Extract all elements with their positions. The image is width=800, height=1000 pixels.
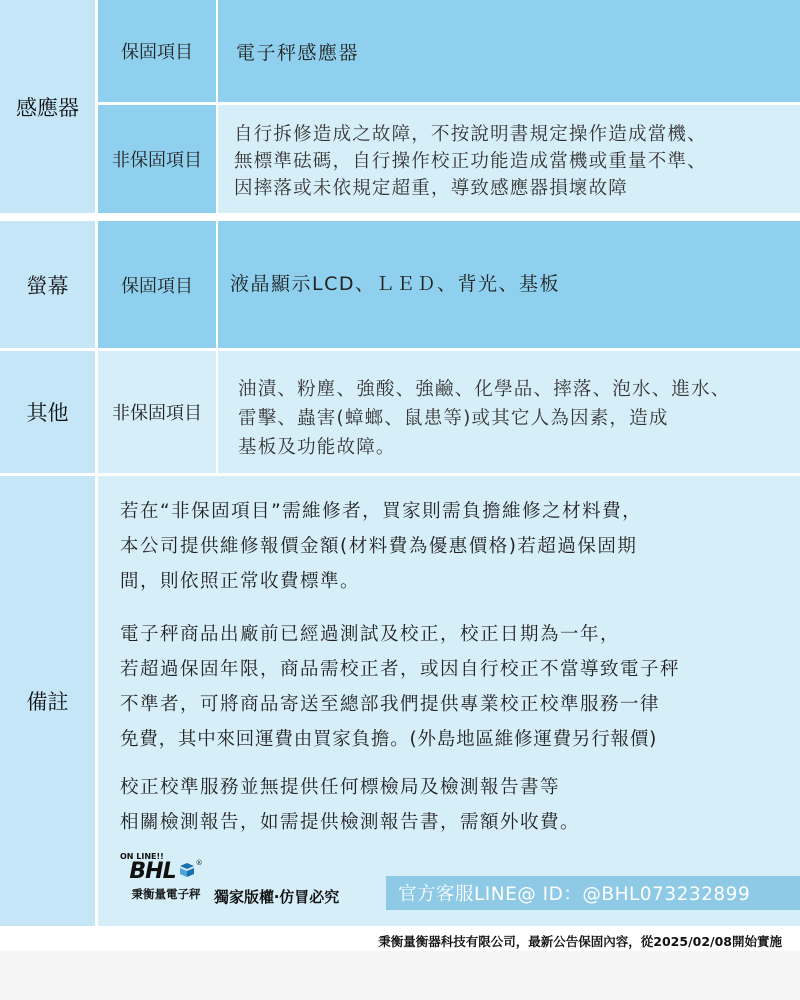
notes-line: 本公司提供維修報價金額(材料費為優惠價格)若超過保固期 xyxy=(120,536,638,557)
sensor-nonwarranty-label xyxy=(98,105,216,213)
logo-brand-row xyxy=(129,859,202,884)
category-other-label: 其他 xyxy=(26,401,69,425)
logo-brand-text: BHL xyxy=(129,859,176,884)
sensor-nonwarranty-line: 因摔落或未依規定超重，導致感應器損壞故障 xyxy=(234,178,629,199)
sensor-nonwarranty-label-text: 非保固項目 xyxy=(112,150,202,171)
screen-warranty-value xyxy=(218,221,800,348)
sensor-nonwarranty-line: 無標準砝碼，自行操作校正功能造成當機或重量不準、 xyxy=(234,151,707,172)
category-notes-label: 備註 xyxy=(26,690,69,714)
notes-line: 間，則依照正常收費標準。 xyxy=(120,571,361,592)
sensor-warranty-label xyxy=(98,0,216,102)
other-nonwarranty-line: 雷擊、蟲害(蟑螂、鼠患等)或其它人為因素，造成 xyxy=(238,408,669,429)
bottom-note-text: 秉衡量衡器科技有限公司，最新公告保固內容，從2025/02/08開始實施 xyxy=(378,934,782,949)
sensor-nonwarranty-line: 自行拆修造成之故障，不按說明書規定操作造成當機、 xyxy=(234,124,707,145)
notes-line: 相關檢測報告，如需提供檢測報告書，需額外收費。 xyxy=(120,812,581,833)
logo-online-text: ON LINE!! xyxy=(120,852,164,861)
logo-company-text: 秉衡量電子秤 xyxy=(131,887,201,901)
notes-line: 免費，其中來回運費由買家負擔。(外島地區維修運費另行報價) xyxy=(120,729,658,750)
screen-warranty-value-text: 液晶顯示LCD、ＬＥＤ、背光、基板 xyxy=(230,273,560,295)
other-nonwarranty-line: 油漬、粉塵、強酸、強鹼、化學品、摔落、泡水、進水、 xyxy=(238,379,731,400)
category-screen xyxy=(0,221,95,348)
sensor-nonwarranty-content xyxy=(218,105,800,213)
other-nonwarranty-line: 基板及功能故障。 xyxy=(238,437,396,458)
bottom-note-strip xyxy=(0,929,800,951)
screen-warranty-label xyxy=(98,221,216,348)
line-id-banner xyxy=(386,876,800,910)
notes-paragraph-2 xyxy=(120,617,800,757)
notes-line: 若在“非保固項目”需維修者，買家則需負擔維修之材料費， xyxy=(120,501,643,522)
category-sensor xyxy=(0,0,95,213)
sensor-warranty-value xyxy=(218,0,800,102)
notes-line: 若超過保固年限，商品需校正者，或因自行校正不當導致電子秤 xyxy=(120,659,681,680)
page-bottom-blank xyxy=(0,951,800,1000)
category-notes xyxy=(0,476,95,926)
logo-mark-icon xyxy=(178,862,196,882)
copyright-text: 獨家版權‧仿冒必究 xyxy=(214,888,340,906)
notes-paragraph-3 xyxy=(120,770,800,840)
notes-paragraph-1 xyxy=(120,494,800,599)
notes-line: 不準者，可將商品寄送至總部我們提供專業校正校準服務一律 xyxy=(120,694,661,715)
notes-line: 校正校準服務並無提供任何標檢局及檢測報告書等 xyxy=(120,777,561,798)
other-nonwarranty-content xyxy=(218,351,800,473)
sensor-warranty-label-text: 保固項目 xyxy=(121,42,193,63)
other-nonwarranty-label-text: 非保固項目 xyxy=(112,403,202,424)
category-other xyxy=(0,351,95,473)
bhl-logo xyxy=(112,852,220,910)
category-sensor-label: 感應器 xyxy=(16,95,79,120)
other-nonwarranty-label xyxy=(98,351,216,473)
sensor-warranty-value-text: 電子秤感應器 xyxy=(236,41,360,64)
row-divider xyxy=(0,213,800,221)
category-screen-label: 螢幕 xyxy=(26,273,69,298)
screen-warranty-label-text: 保固項目 xyxy=(121,275,193,297)
line-id-text: 官方客服LINE@ ID：@BHL073232899 xyxy=(398,884,751,905)
notes-line: 電子秤商品出廠前已經過測試及校正，校正日期為一年， xyxy=(120,624,621,645)
logo-registered-mark: ® xyxy=(195,859,203,867)
